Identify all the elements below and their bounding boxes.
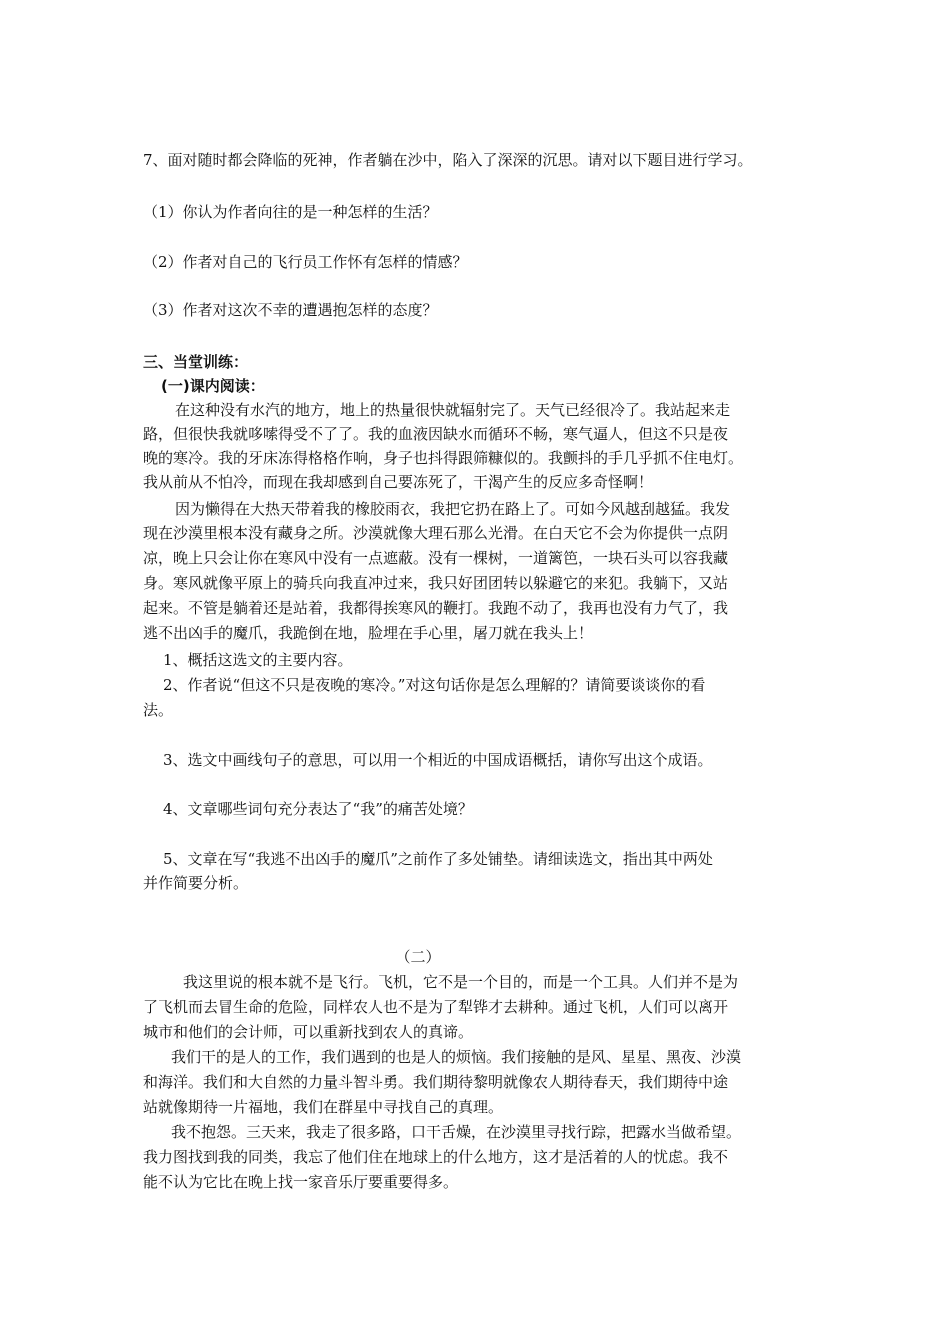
exercise-question: 法。 [143, 701, 174, 719]
subsection-2-heading: （二） [395, 948, 441, 966]
passage2-line: 我不抱怨。三天来，我走了很多路，口干舌燥，在沙漠里寻找行踪，把露水当做希望。 [171, 1123, 742, 1141]
passage1-line: 起来。不管是躺着还是站着，我都得挨寒风的鞭打。我跑不动了，我再也没有力气了，我 [143, 599, 729, 617]
passage2-line: 我们干的是人的工作，我们遇到的也是人的烦恼。我们接触的是风、星星、黑夜、沙漠 [171, 1048, 742, 1066]
passage1-line: 在这种没有水汽的地方，地上的热量很快就辐射完了。天气已经很冷了。我站起来走 [175, 401, 731, 419]
passage2-line: 我这里说的根本就不是飞行。飞机，它不是一个目的，而是一个工具。人们并不是为 [183, 973, 739, 991]
question-7-2: （2）作者对自己的飞行员工作怀有怎样的情感？ [143, 253, 468, 271]
subsection-1-heading: (一)课内阅读： [161, 377, 265, 395]
exercise-question: 5、文章在写“我逃不出凶手的魔爪”之前作了多处铺垫。请细读选文，指出其中两处 [163, 850, 713, 868]
passage1-line: 晚的寒冷。我的牙床冻得格格作响，身子也抖得跟筛糠似的。我颤抖的手几乎抓不住电灯。 [143, 449, 744, 467]
passage1-line: 现在沙漠里根本没有藏身之所。沙漠就像大理石那么光滑。在白天它不会为你提供一点阴 [143, 524, 729, 542]
passage1-line: 逃不出凶手的魔爪，我跪倒在地，脸埋在手心里，屠刀就在我头上！ [143, 624, 594, 642]
passage1-line: 凉，晚上只会让你在寒风中没有一点遮蔽。没有一棵树，一道篱笆，一块石头可以容我藏 [143, 549, 729, 567]
passage1-line: 路，但很快我就哆嗦得受不了了。我的血液因缺水而循环不畅，寒气逼人，但这不只是夜 [143, 425, 729, 443]
exercise-question: 2、作者说“但这不只是夜晚的寒冷。”对这句话你是怎么理解的？请简要谈谈你的看 [163, 676, 706, 694]
passage2-line: 城市和他们的会计师，可以重新找到农人的真谛。 [143, 1023, 474, 1041]
passage2-line: 了飞机而去冒生命的危险，同样农人也不是为了犁铧才去耕种。通过飞机，人们可以离开 [143, 998, 729, 1016]
passage1-line: 因为懒得在大热天带着我的橡胶雨衣，我把它扔在路上了。可如今风越刮越猛。我发 [175, 500, 731, 518]
question-7-1: （1）你认为作者向往的是一种怎样的生活？ [143, 203, 438, 221]
passage2-line: 我力图找到我的同类，我忘了他们住在地球上的什么地方，这才是活着的人的忧虑。我不 [143, 1148, 729, 1166]
passage1-line: 身。寒风就像平原上的骑兵向我直冲过来，我只好团团转以躲避它的来犯。我躺下，又站 [143, 574, 729, 592]
section-3-heading: 三、当堂训练： [143, 353, 249, 371]
question-7-stem: 7、面对随时都会降临的死神，作者躺在沙中，陷入了深深的沉思。请对以下题目进行学习。 [143, 151, 753, 169]
exercise-question: 3、选文中画线句子的意思，可以用一个相近的中国成语概括，请你写出这个成语。 [163, 751, 713, 769]
passage2-line: 和海洋。我们和大自然的力量斗智斗勇。我们期待黎明就像农人期待春天，我们期待中途 [143, 1073, 729, 1091]
exercise-question: 4、文章哪些词句充分表达了“我”的痛苦处境？ [163, 800, 473, 818]
passage2-line: 能不认为它比在晚上找一家音乐厅要重要得多。 [143, 1173, 459, 1191]
question-7-3: （3）作者对这次不幸的遭遇抱怎样的态度？ [143, 301, 438, 319]
passage2-line: 站就像期待一片福地，我们在群星中寻找自己的真理。 [143, 1098, 504, 1116]
passage1-line: 我从前从不怕冷，而现在我却感到自己要冻死了，干渴产生的反应多奇怪啊！ [143, 473, 654, 491]
exercise-question: 并作简要分析。 [143, 874, 249, 892]
exercise-question: 1、概括这选文的主要内容。 [163, 651, 353, 669]
